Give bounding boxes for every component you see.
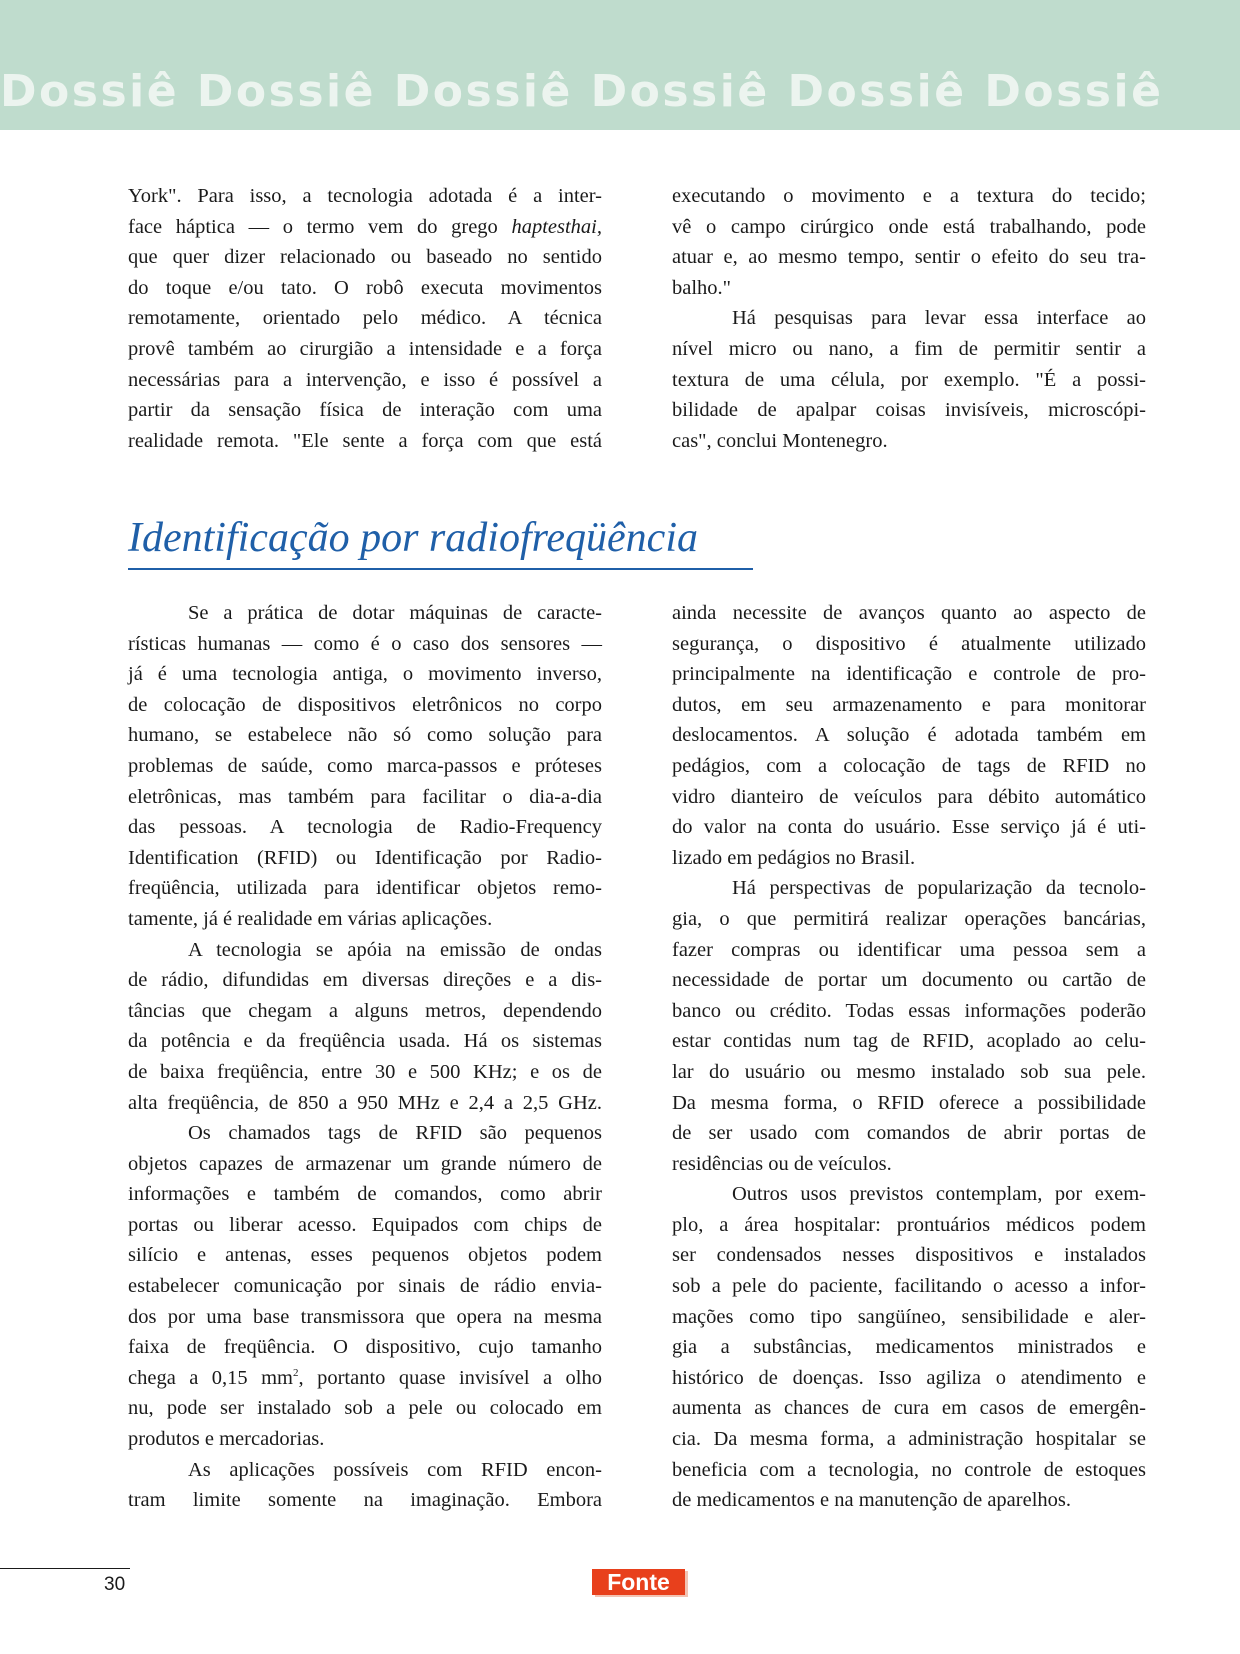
page-number: 30 xyxy=(104,1574,126,1595)
text-line xyxy=(128,1363,602,1394)
text-line: estar contidas num tag de RFID, acoplado ao celu- xyxy=(672,1030,1146,1053)
text-line: pedágios, com a colocação de tags de RFID no xyxy=(672,754,1146,777)
text-line: cas", conclui Montenegro. xyxy=(672,429,888,452)
text-line: dos por uma base transmissora que opera na mesma xyxy=(128,1305,602,1328)
text-line: principalmente na identificação e controle de pro- xyxy=(672,663,1146,686)
text-line: textura de uma célula, por exemplo. "É a possi- xyxy=(672,368,1146,391)
text-line: aumenta as chances de cura em casos de emergên- xyxy=(672,1397,1146,1420)
text-line: tamente, já é realidade em várias aplicações. xyxy=(128,907,493,930)
bottom-left-column xyxy=(128,598,602,1516)
text-fragment: face háptica — o termo vem do grego xyxy=(128,215,512,238)
bottom-right-column xyxy=(672,598,1146,1516)
text-line: executando o movimento e a textura do tecido; xyxy=(672,185,1146,207)
text-line: do toque e/ou tato. O robô executa movimentos xyxy=(128,276,602,299)
text-line: tram limite somente na imaginação. Embora xyxy=(128,1489,602,1512)
text-fragment: chega a 0,15 mm xyxy=(128,1366,293,1389)
text-line: de ser usado com comandos de abrir portas de xyxy=(672,1122,1146,1145)
text-line: cia. Da mesma forma, a administração hospitalar se xyxy=(672,1428,1146,1451)
text-line: da potência e da freqüência usada. Há os sistemas xyxy=(128,1030,602,1053)
fonte-logo: Fonte xyxy=(592,1569,685,1595)
banner-text: Dossiê Dossiê Dossiê Dossiê Dossiê Dossiê xyxy=(0,66,1164,117)
italic-term: haptesthai, xyxy=(511,215,602,238)
text-line: Identification (RFID) ou Identificação por Radio- xyxy=(128,846,602,869)
text-line: realidade remota. "Ele sente a força com que está xyxy=(128,429,602,452)
text-line: Há pesquisas para levar essa interface ao xyxy=(732,307,1146,330)
text-line: de rádio, difundidas em diversas direções e a dis- xyxy=(128,969,602,992)
text-line: faixa de freqüência. O dispositivo, cujo tamanho xyxy=(128,1336,602,1359)
text-line: de colocação de dispositivos eletrônicos no corpo xyxy=(128,693,602,716)
text-line: histórico de doenças. Isso agiliza o atendimento e xyxy=(672,1366,1146,1389)
text-line: lizado em pedágios no Brasil. xyxy=(672,846,916,869)
text-line: Os chamados tags de RFID são pequenos xyxy=(188,1122,602,1145)
text-line: rísticas humanas — como é o caso dos sensores — xyxy=(128,632,602,655)
text-line: remotamente, orientado pelo médico. A técnica xyxy=(128,307,602,330)
text-line: beneficia com a tecnologia, no controle de estoques xyxy=(672,1458,1146,1481)
text-fragment: , portanto quase invisível a olho xyxy=(298,1366,602,1389)
text-line: segurança, o dispositivo é atualmente utilizado xyxy=(672,632,1146,655)
text-line: nível micro ou nano, a fim de permitir sentir a xyxy=(672,337,1146,360)
text-line: fazer compras ou identificar uma pessoa sem a xyxy=(672,938,1146,961)
text-line: A tecnologia se apóia na emissão de ondas xyxy=(188,938,602,961)
text-line: gia, o que permitirá realizar operações bancárias, xyxy=(672,907,1146,930)
text-line: de medicamentos e na manutenção de aparelhos. xyxy=(672,1489,1072,1512)
text-line: Outros usos previstos contemplam, por exem- xyxy=(732,1183,1146,1206)
text-line: informações e também de comandos, como abrir xyxy=(128,1183,602,1206)
text-line: alta freqüência, de 850 a 950 MHz e 2,4 a 2,5 GHz. xyxy=(128,1091,602,1114)
text-line: necessidade de portar um documento ou cartão de xyxy=(672,969,1146,992)
text-line: do valor na conta do usuário. Esse serviço já é uti- xyxy=(672,816,1146,839)
text-line: bilidade de apalpar coisas invisíveis, microscópi- xyxy=(672,399,1146,422)
text-line: gia a substâncias, medicamentos ministrados e xyxy=(672,1336,1146,1359)
text-line: que quer dizer relacionado ou baseado no sentido xyxy=(128,246,602,269)
text-line: mações como tipo sangüíneo, sensibilidade e aler- xyxy=(672,1305,1146,1328)
text-line: silício e antenas, esses pequenos objetos podem xyxy=(128,1244,602,1267)
text-line: dutos, em seu armazenamento e para monitorar xyxy=(672,693,1146,716)
text-line: produtos e mercadorias. xyxy=(128,1428,325,1451)
text-line: York". Para isso, a tecnologia adotada é a inter- xyxy=(128,185,602,207)
text-line: freqüência, utilizada para identificar objetos remo- xyxy=(128,877,602,900)
text-line: residências ou de veículos. xyxy=(672,1152,892,1175)
section-title: Identificação por radiofreqüência xyxy=(128,515,698,561)
text-line xyxy=(128,212,602,243)
text-line: ainda necessite de avanços quanto ao aspecto de xyxy=(672,602,1146,624)
text-line: humano, se estabelece não só como solução para xyxy=(128,724,602,747)
text-line: vê o campo cirúrgico onde está trabalhando, pode xyxy=(672,215,1146,238)
text-line: das pessoas. A tecnologia de Radio-Frequency xyxy=(128,816,602,839)
text-line: As aplicações possíveis com RFID encon- xyxy=(188,1458,602,1481)
text-line: eletrônicas, mas também para facilitar o dia-a-dia xyxy=(128,785,602,808)
text-line: nu, pode ser instalado sob a pele ou colocado em xyxy=(128,1397,602,1420)
text-line: sob a pele do paciente, facilitando o acesso a infor- xyxy=(672,1275,1146,1298)
text-line: provê também ao cirurgião a intensidade e a força xyxy=(128,337,602,360)
text-line: deslocamentos. A solução é adotada também em xyxy=(672,724,1146,747)
text-line: Se a prática de dotar máquinas de caracte- xyxy=(188,602,602,624)
text-line: balho." xyxy=(672,276,732,299)
title-underline xyxy=(128,568,753,570)
text-line: banco ou crédito. Todas essas informações poderão xyxy=(672,999,1146,1022)
text-line: de baixa freqüência, entre 30 e 500 KHz; e os de xyxy=(128,1060,602,1083)
text-line: vidro dianteiro de veículos para débito automático xyxy=(672,785,1146,808)
text-line: partir da sensação física de interação com uma xyxy=(128,399,602,422)
text-line: lar do usuário ou mesmo instalado sob sua pele. xyxy=(672,1060,1146,1083)
text-line: já é uma tecnologia antiga, o movimento inverso, xyxy=(128,663,602,686)
text-line: tâncias que chegam a alguns metros, dependendo xyxy=(128,999,602,1022)
text-line: necessárias para a intervenção, e isso é possível a xyxy=(128,368,602,391)
text-line: Há perspectivas de popularização da tecnolo- xyxy=(732,877,1146,900)
text-line: Da mesma forma, o RFID oferece a possibilidade xyxy=(672,1091,1146,1114)
text-line: atuar e, ao mesmo tempo, sentir o efeito do seu tra- xyxy=(672,246,1146,269)
text-line: plo, a área hospitalar: prontuários médicos podem xyxy=(672,1213,1146,1236)
top-right-column xyxy=(672,181,1146,456)
footer-rule xyxy=(0,1568,130,1569)
text-line: ser condensados nesses dispositivos e instalados xyxy=(672,1244,1146,1267)
text-line: problemas de saúde, como marca-passos e próteses xyxy=(128,754,602,777)
dossie-banner xyxy=(0,0,1240,130)
text-line: objetos capazes de armazenar um grande número de xyxy=(128,1152,602,1175)
superscript: 2 xyxy=(293,1367,299,1380)
top-left-column xyxy=(128,181,602,456)
text-line: estabelecer comunicação por sinais de rádio envia- xyxy=(128,1275,602,1298)
text-line: portas ou liberar acesso. Equipados com chips de xyxy=(128,1213,602,1236)
